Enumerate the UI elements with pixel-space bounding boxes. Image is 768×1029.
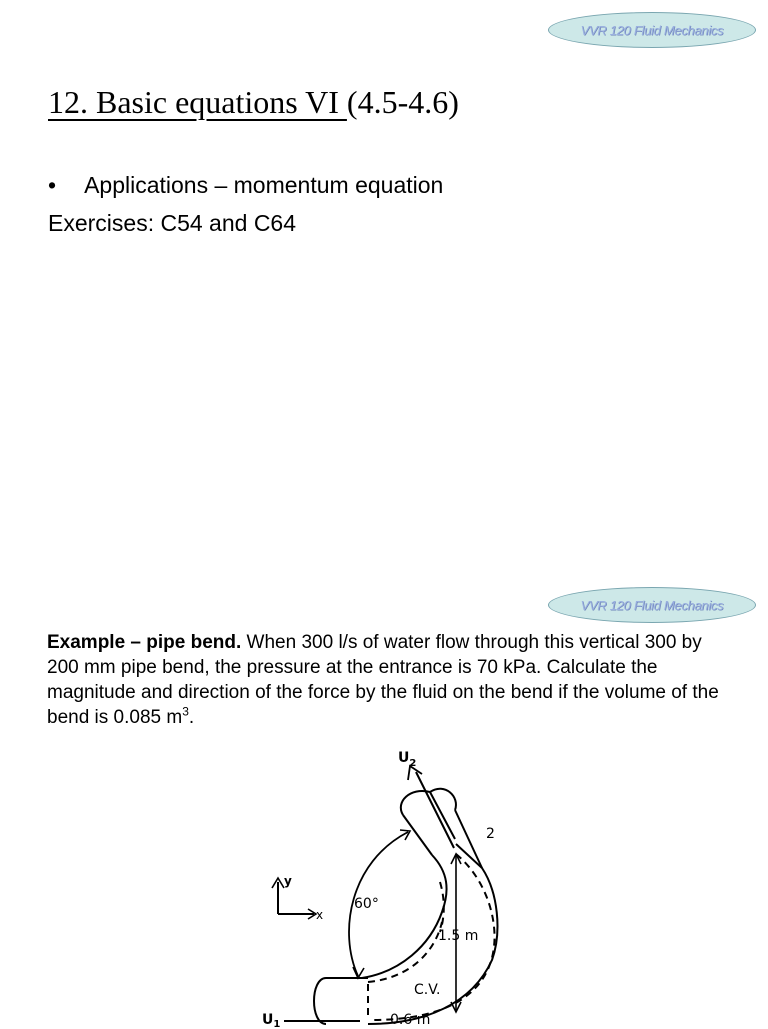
x-axis-label: x [316, 908, 324, 922]
pipe-bend-diagram [250, 742, 520, 1029]
width-label: 0.6 m [390, 1012, 431, 1028]
example-label: Example – pipe bend. [47, 632, 242, 653]
section-2-label: 2 [486, 826, 495, 842]
velocity-2-label: $U_2$ [398, 750, 417, 769]
bullet-marker: • [48, 172, 57, 198]
example-exponent: 3 [182, 704, 189, 719]
control-volume-label: C.V. [414, 982, 441, 998]
axes-icon [272, 878, 316, 919]
title-section-ref: (4.5-4.6) [346, 84, 459, 120]
bullet-item [48, 172, 443, 199]
course-badge-2: VVR 120 Fluid Mechanics [548, 587, 756, 623]
pipe-walls [314, 789, 497, 1024]
velocity-2-arrow [416, 772, 454, 848]
slide-title [48, 84, 459, 121]
y-axis-label: y [284, 874, 292, 888]
bullet-text: Applications – momentum equation [84, 172, 444, 198]
exercises-line: Exercises: C54 and C64 [48, 210, 297, 236]
course-badge: VVR 120 Fluid Mechanics [548, 12, 756, 48]
velocity-1-label: $U_1$ [262, 1012, 281, 1029]
example-problem [47, 630, 737, 730]
example-body: When 300 l/s of water flow through this vertical 300 by 200 mm pipe bend, the pressure at the entrance is 70 kPa. Calculate the magnitude and direction of the force by the fluid on the bend if the volume of the bend is 0.085 m [47, 632, 719, 728]
pipe-bend-figure [250, 742, 520, 1029]
title-main: 12. Basic equations VI [48, 84, 347, 120]
example-end: . [188, 707, 195, 728]
height-label: 1.5 m [438, 928, 479, 944]
angle-label: 60° [354, 896, 379, 912]
